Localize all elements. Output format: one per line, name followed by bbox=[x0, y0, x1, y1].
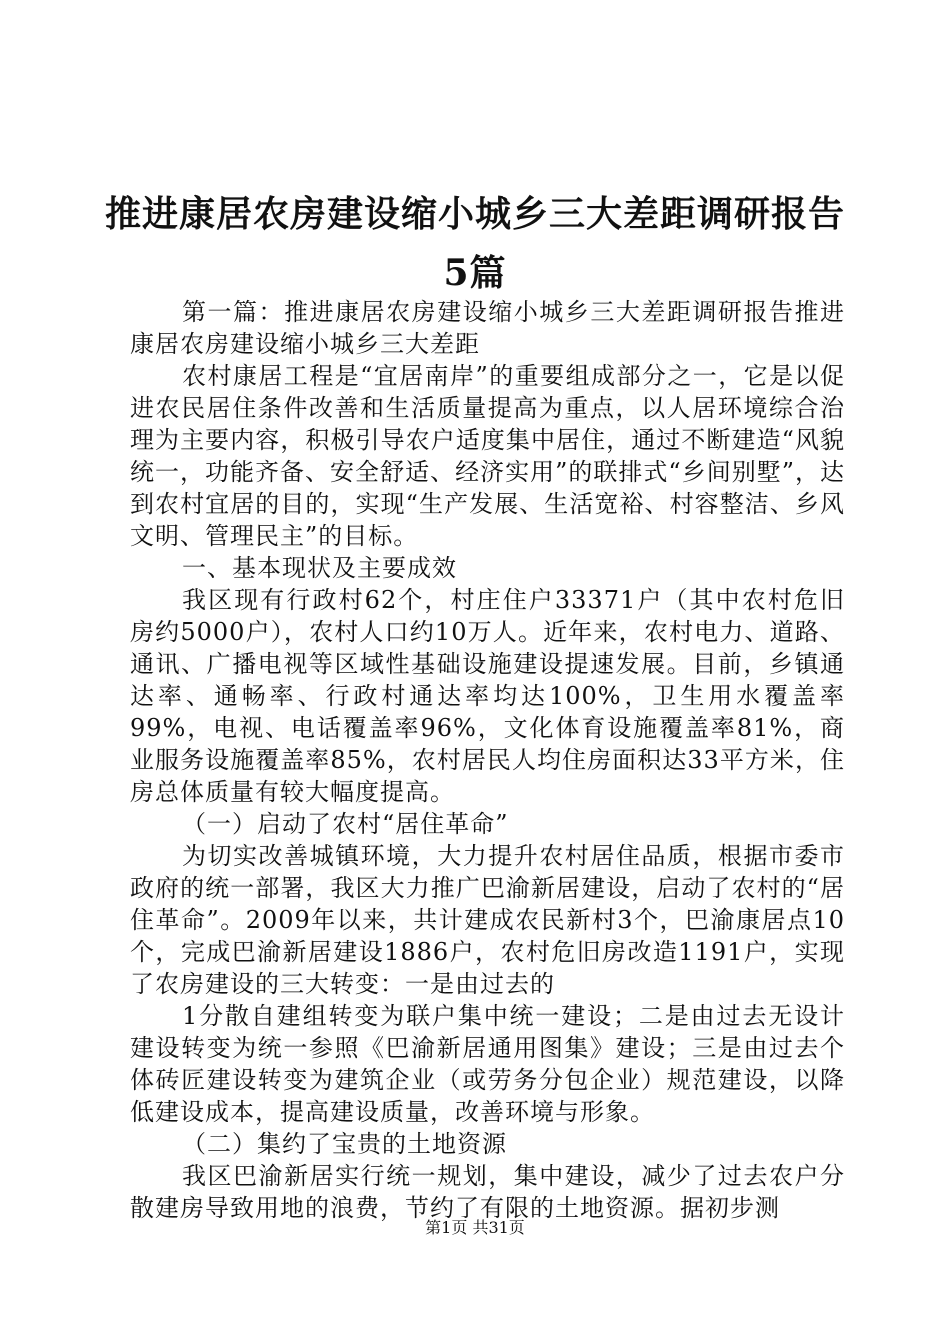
page-footer: 第1页 共31页 bbox=[425, 1218, 525, 1237]
document-body bbox=[130, 296, 845, 1224]
paragraph-residence-revolution: 为切实改善城镇环境，大力提升农村居住品质，根据市委市政府的统一部署，我区大力推广巴渝新居建设，启动了农村的“居住革命”。2009年以来，共计建成农民新村3个，巴渝康居点10个，完成巴渝新居建设1886户，农村危旧房改造1191户，实现了农房建设的三大转变：一是由过去的 bbox=[130, 842, 845, 998]
paragraph-intro: 农村康居工程是“宜居南岸”的重要组成部分之一，它是以促进农民居住条件改善和生活质量提高为重点，以人居环境综合治理为主要内容，积极引导农户适度集中居住，通过不断建造“风貌统一，功能齐备、安全舒适、经济实用”的联排式“乡间别墅”，达到农村宜居的目的，实现“生产发展、生活宽裕、村容整洁、乡风文明、管理民主”的目标。 bbox=[130, 362, 845, 550]
paragraph-heading-part-one: 第一篇：推进康居农房建设缩小城乡三大差距调研报告推进康居农房建设缩小城乡三大差距 bbox=[130, 298, 845, 358]
paragraph-three-transitions: 1分散自建组转变为联户集中统一建设；二是由过去无设计建设转变为统一参照《巴渝新居通用图集》建设；三是由过去个体砖匠建设转变为建筑企业（或劳务分包企业）规范建设，以降低建设成本，提高建设质量，改善环境与形象。 bbox=[130, 1002, 845, 1126]
subsection-heading-2: （二）集约了宝贵的土地资源 bbox=[182, 1130, 507, 1158]
document-title-line-2: 5篇 bbox=[443, 252, 507, 294]
paragraph-land-resources: 我区巴渝新居实行统一规划，集中建设，减少了过去农户分散建房导致用地的浪费，节约了有限的土地资源。据初步测 bbox=[130, 1162, 845, 1222]
section-heading-basic-status: 一、基本现状及主要成效 bbox=[182, 554, 457, 582]
document-title-line-1: 推进康居农房建设缩小城乡三大差距调研报告 bbox=[104, 193, 845, 235]
paragraph-basic-status: 我区现有行政村62个，村庄住户33371户（其中农村危旧房约5000户），农村人口约10万人。近年来，农村电力、道路、通讯、广播电视等区域性基础设施建设提速发展。目前，乡镇通达率、通畅率、行政村通达率均达100%，卫生用水覆盖率99%，电视、电话覆盖率96%，文化体育设施覆盖率81%，商业服务设施覆盖率85%，农村居民人均住房面积达33平方米，住房总体质量有较大幅度提高。 bbox=[130, 586, 845, 806]
subsection-heading-1: （一）启动了农村“居住革命” bbox=[182, 810, 509, 838]
